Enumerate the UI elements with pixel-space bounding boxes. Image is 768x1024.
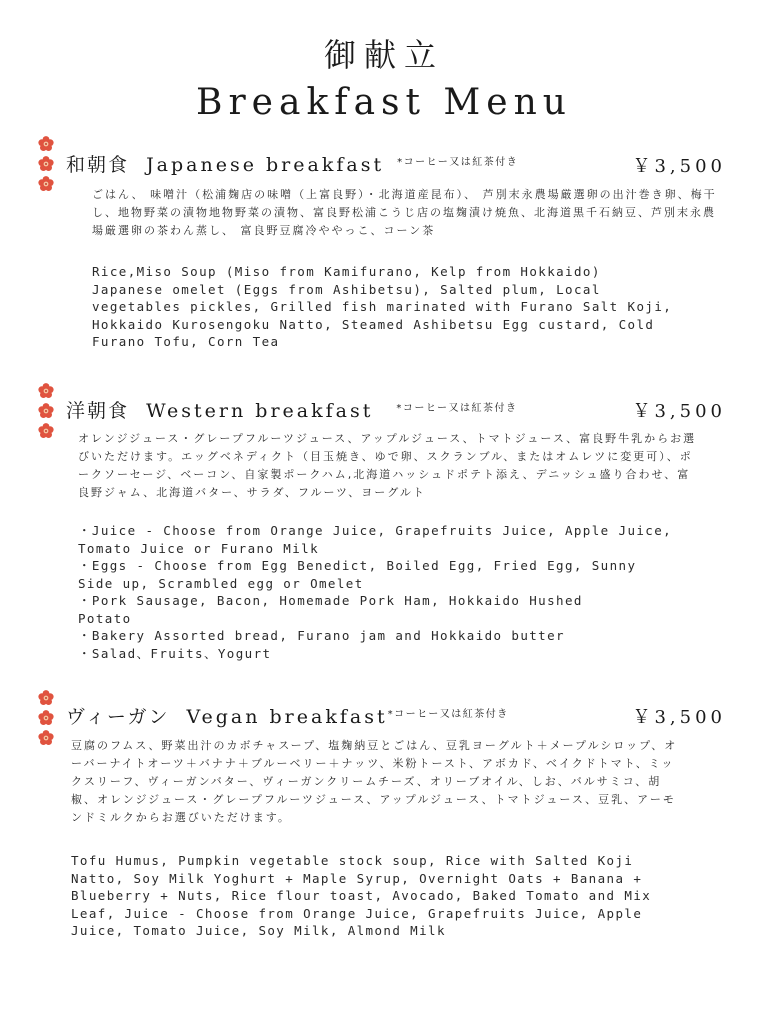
section-heading-japanese (66, 150, 518, 177)
flower-icon (38, 156, 54, 172)
section-heading-vegan (66, 702, 509, 729)
description-jp: オレンジジュース・グレープフルーツジュース、アップルジュース、トマトジュース、富良野牛乳からお選びいただけます。エッグベネディクト（目玉焼き、ゆで卵、スクランブル、またはオムレツに変更可）、ポークソーセージ、ベーコン、自家製ポークハム,北海道ハッシュドポテト添え、デニッシュ盛り合わせ、富良野ジャム、北海道バター、サラダ、フルーツ、ヨーグルト (78, 432, 697, 499)
flower-icon (38, 730, 54, 746)
description-line: Side up, Scrambled egg or Omelet (78, 575, 364, 591)
flower-icon (38, 176, 54, 192)
description-line: Tofu Humus, Pumpkin vegetable stock soup, Rice with Salted Koji (71, 853, 634, 868)
description-line: ・Bakery Assorted bread, Furano jam and Hokkaido butter (78, 628, 565, 643)
flower-icon (38, 383, 54, 399)
description-jp: ごはん、 味噌汁（松浦麹店の味噌（上富良野）・北海道産昆布）、 芦別末永農場厳選卵の出汁巻き卵、梅干し、地物野菜の漬物地物野菜の漬物、富良野松浦こうじ店の塩麹漬け焼魚、北海道黒千石納豆、芦別末永農場厳選卵の茶わん蒸し、 富良野豆腐冷ややっこ、コーン茶 (92, 188, 717, 237)
drink-note: *コーヒー又は紅茶付き (397, 157, 519, 168)
description-line: Blueberry + Nuts, Rice flour toast, Avocado, Baked Tomato and Mix (71, 888, 652, 903)
section-heading-western (66, 396, 518, 423)
section-name-jp: ヴィーガン (66, 706, 170, 728)
section-name-jp: 洋朝食 (66, 400, 130, 422)
flower-icon (38, 403, 54, 419)
description-line: vegetables pickles, Grilled fish marinated with Furano Salt Koji, (92, 299, 673, 314)
description-line: Natto, Soy Milk Yoghurt + Maple Syrup, Overnight Oats + Banana + (71, 870, 643, 886)
description-line: Furano Tofu, Corn Tea (92, 334, 280, 349)
description-line: Tomato Juice or Furano Milk (78, 540, 319, 556)
flower-decoration (38, 136, 56, 196)
price-japanese: ￥3,500 (632, 156, 726, 177)
description-en (78, 522, 672, 662)
description-jp: 豆腐のフムス、野菜出汁のカボチャスープ、塩麹納豆とごはん、豆乳ヨーグルト＋メープルシロップ、オーバーナイトオーツ＋バナナ＋ブルーベリー＋ナッツ、米粉トースト、アボカド、ベイクドトマト、ミックスリーフ、ヴィーガンバター、ヴィーガンクリームチーズ、オリーブオイル、しお、バルサミコ、胡椒、オレンジジュース・グレープフルーツジュース、アップルジュース、トマトジュース、豆乳、アーモンドミルクからお選びいただけます。 (71, 739, 678, 824)
description-line: ・Pork Sausage, Bacon, Homemade Pork Ham, Hokkaido Hushed (78, 593, 583, 608)
section-name-en: Western breakfast (146, 400, 374, 422)
price-vegan: ￥3,500 (632, 707, 726, 728)
flower-icon (38, 710, 54, 726)
flower-icon (38, 423, 54, 439)
flower-icon (38, 690, 54, 706)
drink-note: *コーヒー又は紅茶付き (396, 403, 518, 414)
description-en (71, 852, 651, 940)
page-title-en: Breakfast Menu (196, 82, 572, 123)
flower-decoration (38, 383, 56, 443)
flower-icon (38, 136, 54, 152)
description-line: ・Eggs - Choose from Egg Benedict, Boiled Egg, Fried Egg, Sunny (78, 558, 637, 573)
description-en (92, 263, 672, 351)
description-line: ・Salad、Fruits、Yogurt (78, 645, 272, 661)
price-western: ￥3,500 (632, 401, 726, 422)
description-line: Hokkaido Kurosengoku Natto, Steamed Ashibetsu Egg custard, Cold (92, 316, 655, 332)
section-name-en: Vegan breakfast (186, 706, 388, 728)
drink-note: *コーヒー又は紅茶付き (387, 709, 509, 720)
description-line: Juice, Tomato Juice, Soy Milk, Almond Milk (71, 923, 446, 938)
section-name-en: Japanese breakfast (146, 154, 385, 176)
description-line: Japanese omelet (Eggs from Ashibetsu), Salted plum, Local (92, 281, 601, 297)
description-line: Leaf, Juice - Choose from Orange Juice, Grapefruits Juice, Apple (71, 905, 643, 921)
section-name-jp: 和朝食 (66, 154, 130, 176)
description-line: ・Juice - Choose from Orange Juice, Grapefruits Juice, Apple Juice, (78, 523, 673, 538)
flower-decoration (38, 690, 56, 750)
description-line: Potato (78, 610, 132, 626)
description-line: Rice,Miso Soup (Miso from Kamifurano, Kelp from Hokkaido) (92, 264, 601, 279)
page-title-jp: 御献立 (323, 36, 444, 74)
